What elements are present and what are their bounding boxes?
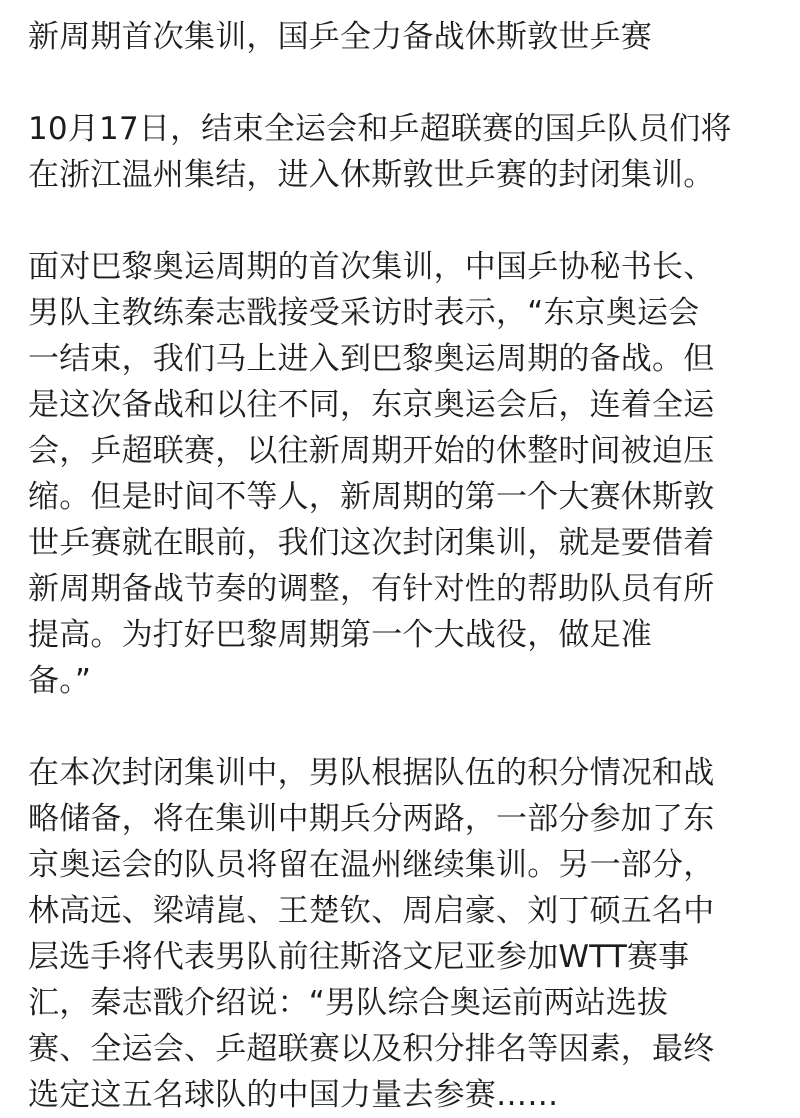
text-line: 在本次封闭集训中，男队根据队伍的积分情况和战	[28, 755, 715, 791]
text-line: 备。”	[28, 663, 92, 699]
paragraph-gap	[28, 704, 778, 750]
text-line: 略储备，将在集训中期兵分两路，一部分参加了东	[28, 801, 715, 837]
text-line: 新周期备战节奏的调整，有针对性的帮助队员有所	[28, 571, 715, 607]
paragraph-1	[28, 106, 778, 198]
text-line: 赛、全运会、乒超联赛以及积分排名等因素，最终	[28, 1031, 715, 1067]
paragraph-2	[28, 244, 778, 704]
article-title: 新周期首次集训，国乒全力备战休斯敦世乒赛	[28, 19, 652, 55]
text-line: 京奥运会的队员将留在温州继续集训。另一部分，	[28, 847, 715, 883]
text-line: 男队主教练秦志戬接受采访时表示，“东京奥运会	[28, 295, 700, 331]
text-line: 一结束，我们马上进入到巴黎奥运周期的备战。但	[28, 341, 715, 377]
text-line: 在浙江温州集结，进入休斯敦世乒赛的封闭集训。	[28, 157, 715, 193]
text-line: 汇，秦志戬介绍说：“男队综合奥运前两站选拔	[28, 985, 669, 1021]
paragraph-gap	[28, 198, 778, 244]
text-line: 会，乒超联赛，以往新周期开始的休整时间被迫压	[28, 433, 715, 469]
text-line: 世乒赛就在眼前，我们这次封闭集训，就是要借着	[28, 525, 715, 561]
text-line: 是这次备战和以往不同，东京奥运会后，连着全运	[28, 387, 715, 423]
text-line: 选定这五名球队的中国力量去参赛……	[28, 1077, 559, 1113]
text-line: 提高。为打好巴黎周期第一个大战役，做足准	[28, 617, 652, 653]
text-line: 10月17日，结束全运会和乒超联赛的国乒队员们将	[28, 111, 732, 147]
text-line: 缩。但是时间不等人，新周期的第一个大赛休斯敦	[28, 479, 715, 515]
paragraph-gap	[28, 60, 778, 106]
text-line: 层选手将代表男队前往斯洛文尼亚参加WTT赛事	[28, 939, 690, 975]
text-line: 面对巴黎奥运周期的首次集训，中国乒协秘书长、	[28, 249, 715, 285]
paragraph-3	[28, 750, 778, 1118]
article-body	[28, 14, 778, 1118]
text-line: 林高远、梁靖崑、王楚钦、周启豪、刘丁硕五名中	[28, 893, 715, 929]
